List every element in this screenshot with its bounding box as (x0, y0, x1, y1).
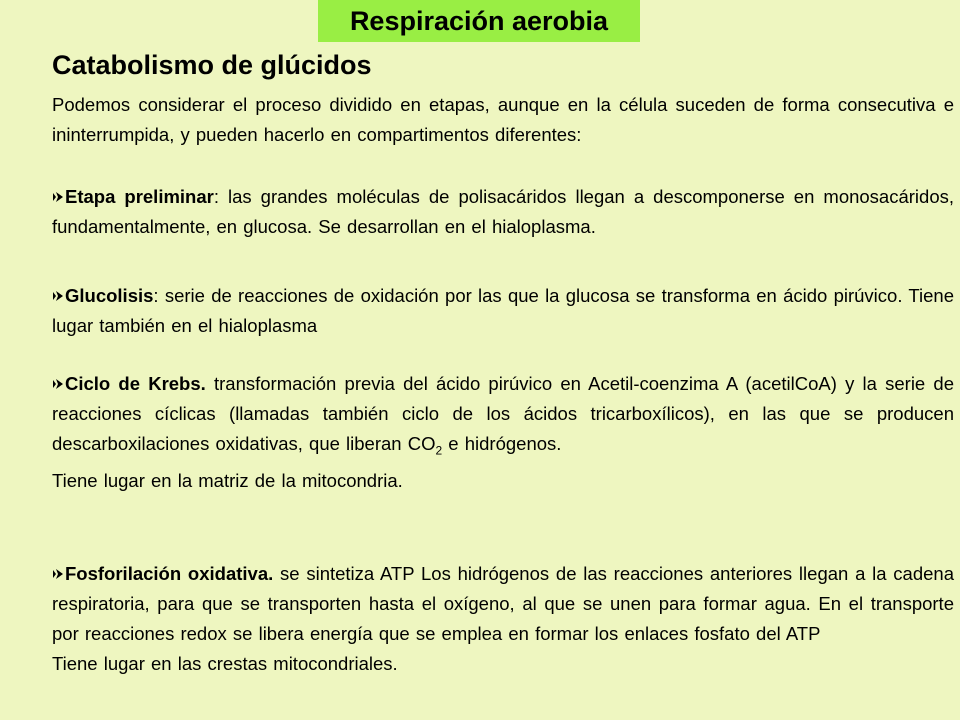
section-heading: Catabolismo de glúcidos (52, 50, 372, 80)
stage-location: Tiene lugar en la matriz de la mitocondria. (52, 469, 403, 491)
arrow-bullet-icon (52, 290, 64, 302)
stage-glucolisis (52, 281, 954, 341)
stage-term: Ciclo de Krebs. (65, 373, 206, 394)
arrow-bullet-icon (52, 568, 64, 580)
slide-title: Respiración aerobia (318, 0, 640, 42)
stage-text: transformación previa del ácido pirúvico en Acetil-coenzima A (acetilCoA) y la serie de reacciones cíclicas (llamadas también ciclo de los ácidos tricarboxílicos), en las que se producen descarboxilaciones oxidativas, que liberan CO (52, 373, 954, 454)
stage-text: : las grandes moléculas de polisacáridos llegan a descomponerse en monosacáridos, fundamentalmente, en glucosa. Se desarrollan en el hialoplasma. (52, 186, 954, 237)
stage-krebs (52, 369, 954, 496)
intro-paragraph: Podemos considerar el proceso dividido en etapas, aunque en la célula suceden de forma consecutiva e ininterrumpida, y pueden hacerlo en compartimentos diferentes: (52, 94, 954, 145)
stage-term: Fosforilación oxidativa. (65, 563, 274, 584)
stage-location: Tiene lugar en las crestas mitocondriales. (52, 653, 398, 674)
stage-text: : serie de reacciones de oxidación por las que la glucosa se transforma en ácido pirúvico. Tiene lugar también en el hialoplasma (52, 285, 954, 336)
stage-text-after: e hidrógenos. (442, 433, 562, 454)
arrow-bullet-icon (52, 191, 64, 203)
subscript: 2 (435, 443, 443, 458)
stage-preliminar (52, 182, 954, 242)
arrow-bullet-icon (52, 378, 64, 390)
stage-term: Glucolisis (65, 285, 154, 306)
stage-fosforilacion (52, 559, 954, 679)
stage-term: Etapa preliminar (65, 186, 214, 207)
stage-text: se sintetiza ATP Los hidrógenos de las reacciones anteriores llegan a la cadena respiratoria, para que se transporten hasta el oxígeno, al que se unen para formar agua. En el transporte por reacciones redox se libera energía que se emplea en formar los enlaces fosfato del ATP (52, 563, 954, 644)
